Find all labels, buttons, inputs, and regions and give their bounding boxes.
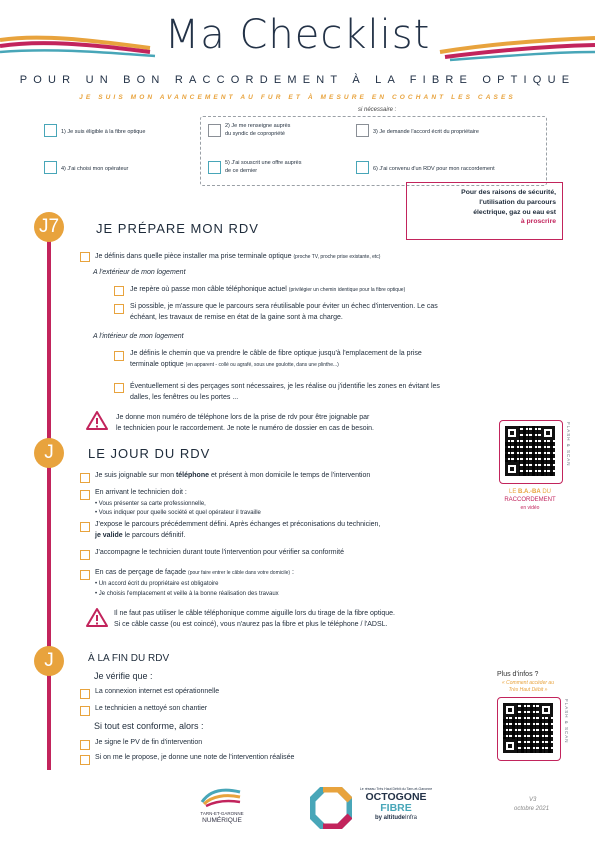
checkbox-percage[interactable] xyxy=(80,570,90,580)
octogone-logo-text xyxy=(356,786,436,823)
qr-caption-l2: RACCORDEMENT xyxy=(504,497,556,503)
precheck-label-5: 5) J'ai souscrit une offre auprès de ce dernier xyxy=(225,160,302,174)
section-title-prepare: JE PRÉPARE MON RDV xyxy=(96,221,259,236)
safety-box xyxy=(406,182,563,240)
precheck-label-1: 1) Je suis éligible à la fibre optique xyxy=(61,129,146,135)
item-percage xyxy=(95,568,294,578)
item-joignable-a: Je suis joignable sur mon xyxy=(95,472,176,479)
logo1-text xyxy=(190,810,254,824)
label-interieur: A l'intérieur de mon logement xyxy=(93,333,184,340)
logo1-line1: TARN-ET-GARONNE xyxy=(200,811,244,816)
more-info-link[interactable] xyxy=(488,680,568,694)
item-parcours-l1: J'expose le parcours précédemment défini. Après échanges et préconisations du technicien, xyxy=(95,521,381,528)
checkbox-joignable[interactable] xyxy=(80,473,90,483)
more-info-title: Plus d'infos ? xyxy=(497,671,539,678)
octogone-logo-icon xyxy=(310,787,352,829)
checkbox-parcours[interactable] xyxy=(80,522,90,532)
warning-cable-l1: Il ne faut pas utiliser le câble téléphonique comme aiguille lors du tirage de la fibre optique. xyxy=(114,610,395,617)
item-joignable xyxy=(95,471,370,481)
item-joignable-b: téléphone xyxy=(175,472,209,479)
item-ext-2-l2: échéant, les travaux de remise en état de la gaine sont à ma charge. xyxy=(130,314,343,321)
checkbox-connexion[interactable] xyxy=(80,689,90,699)
precheck-checkbox-5[interactable] xyxy=(208,161,221,174)
item-parcours-valide: je valide xyxy=(95,532,123,539)
badge-j7: J7 xyxy=(34,212,64,242)
item-accompagne: J'accompagne le technicien durant toute l'intervention pour vérifier sa conformité xyxy=(95,549,344,556)
timeline-line xyxy=(47,240,51,770)
logo1-line2: NUMÉRIQUE xyxy=(202,817,242,824)
checkbox-ext-1[interactable] xyxy=(114,286,124,296)
item-ext-2-l1: Si possible, je m'assure que le parcours sera réutilisable pour éviter un échec d'intervention. Le cas xyxy=(130,303,438,310)
checkbox-piece[interactable] xyxy=(80,252,90,262)
tarn-et-garonne-logo xyxy=(198,784,244,808)
item-percage-note: (pour faire entrer le câble dans votre domicile) xyxy=(188,570,291,576)
warning-cable-l2: Si ce câble casse (ou est coincé), vous n'aurez pas la fibre et plus le téléphone / l'ADSL. xyxy=(114,621,388,628)
badge-j: J xyxy=(34,438,64,468)
date-label: octobre 2021 xyxy=(514,806,550,812)
version-label: V3 xyxy=(529,797,537,803)
section-title-jour: LE JOUR DU RDV xyxy=(88,446,211,461)
logo2-by-line xyxy=(356,814,436,823)
item-int-1-note: (en apparent - collé ou agrafé, sous une goulotte, dans une plinthe...) xyxy=(185,362,339,368)
qr-caption-b: B.A.-BA xyxy=(518,489,541,495)
item-technicien-b1: • Vous présenter sa carte professionnelle, xyxy=(95,501,206,507)
qr-finder xyxy=(505,426,519,440)
item-int-2-l2: dalles, les fenêtres ou les portes ... xyxy=(130,394,239,401)
more-info-link-l2: Très Haut Débit » xyxy=(508,687,548,693)
precheck-checkbox-1[interactable] xyxy=(44,124,57,137)
label-verifie: Je vérifie que : xyxy=(94,671,153,681)
precheck-label-6: 6) J'ai convenu d'un RDV pour mon raccordement xyxy=(373,166,495,172)
checkbox-ext-2[interactable] xyxy=(114,304,124,314)
item-piece-text: Je définis dans quelle pièce installer ma prise terminale optique xyxy=(95,253,292,260)
item-percage-b2: • Je choisis l'emplacement et veille à la bonne réalisation des travaux xyxy=(95,591,279,597)
qr-finder xyxy=(505,462,519,476)
logo2-brand: altitude xyxy=(383,815,405,821)
checkbox-int-2[interactable] xyxy=(114,383,124,393)
warning-phone-l2: le technicien pour le raccordement. Je note le numéro de dossier en cas de besoin. xyxy=(116,425,374,432)
qr-finder xyxy=(503,739,517,753)
checkbox-pv[interactable] xyxy=(80,740,90,750)
item-technicien-b2: • Vous indiquer pour quelle société et quel opérateur il travaille xyxy=(95,510,261,516)
qr-caption-c: DU xyxy=(540,489,552,495)
checkbox-technicien[interactable] xyxy=(80,490,90,500)
item-int-1-l2 xyxy=(130,360,339,370)
precheck-label-3: 3) Je demande l'accord écrit du propriétaire xyxy=(373,129,479,135)
warning-phone-l1: Je donne mon numéro de téléphone lors de la prise de rdv pour être joignable par xyxy=(116,414,370,421)
checkbox-int-1[interactable] xyxy=(114,351,124,361)
precheck-checkbox-2[interactable] xyxy=(208,124,221,137)
item-ext-1-text: Je repère où passe mon câble téléphonique actuel xyxy=(130,286,287,293)
item-pv: Je signe le PV de fin d'intervention xyxy=(95,739,203,746)
checkbox-chantier[interactable] xyxy=(80,706,90,716)
safety-emphasis: à proscrire xyxy=(520,218,556,225)
item-percage-b1: • Un accord écrit du propriétaire est obligatoire xyxy=(95,581,219,587)
item-piece-note: (proche TV, proche prise existante, etc) xyxy=(293,254,381,260)
qr-caption-l3: en vidéo xyxy=(520,505,540,511)
checkbox-note[interactable] xyxy=(80,755,90,765)
logo2-top: Le réseau Très Haut Débit du Tarn-et-Garonne xyxy=(359,787,433,791)
item-note: Si on me le propose, je donne une note de l'intervention réalisée xyxy=(95,754,295,761)
section-title-fin: À LA FIN DU RDV xyxy=(88,653,170,664)
item-chantier: Le technicien a nettoyé son chantier xyxy=(95,705,208,712)
precheck-checkbox-4[interactable] xyxy=(44,161,57,174)
item-technicien: En arrivant le technicien doit : xyxy=(95,489,187,496)
item-percage-text: En cas de perçage de façade xyxy=(95,569,187,576)
page-subtitle: POUR UN BON RACCORDEMENT À LA FIBRE OPTIQUE xyxy=(19,74,576,86)
precheck-label-4: 4) J'ai choisi mon opérateur xyxy=(61,166,129,172)
logo2-brand2: Infra xyxy=(405,815,418,821)
warning-icon xyxy=(86,410,108,430)
si-necessaire-label: si nécessaire : xyxy=(358,107,397,113)
flash-scan-label-2: FLASH & SCAN xyxy=(564,699,569,744)
qr-caption-video xyxy=(490,488,570,512)
item-int-1-l2-text: terminale optique xyxy=(130,361,184,368)
item-percage-tail: : xyxy=(290,569,294,576)
qr-finder xyxy=(539,703,553,717)
item-int-2-l1: Éventuellement si des perçages sont nécessaires, je les réalise ou j'identifie les zones en évitant les xyxy=(130,383,440,390)
logo2-line1: OCTOGONE xyxy=(365,791,427,803)
item-connexion: La connexion internet est opérationnelle xyxy=(95,688,220,695)
item-joignable-c: et présent à mon domicile le temps de l'intervention xyxy=(209,472,371,479)
more-info-link-l1: « Comment accéder au xyxy=(502,680,554,686)
logo2-by: by xyxy=(374,815,382,821)
item-ext-1-note: (privilégier un chemin identique pour la fibre optique) xyxy=(288,287,406,293)
qr-finder xyxy=(503,703,517,717)
instruction-text: JE SUIS MON AVANCEMENT AU FUR ET À MESURE EN COCHANT LES CASES xyxy=(79,94,516,101)
badge-j-fin: J xyxy=(34,646,64,676)
qr-caption-a: LE xyxy=(508,489,518,495)
flash-scan-label: FLASH & SCAN xyxy=(566,422,571,467)
precheck-label-2: 2) Je me renseigne auprès du syndic de copropriété xyxy=(225,123,291,137)
precheck-checkbox-6[interactable] xyxy=(356,161,369,174)
safety-text: Pour des raisons de sécurité, l'utilisation du parcours électrique, gaz ou eau est xyxy=(461,189,556,216)
item-parcours-l2b: le parcours définitif. xyxy=(122,532,186,539)
checkbox-accompagne[interactable] xyxy=(80,550,90,560)
page-title: Ma Checklist xyxy=(164,12,431,58)
precheck-checkbox-3[interactable] xyxy=(356,124,369,137)
warning-icon xyxy=(86,607,108,627)
logo2-line2: FIBRE xyxy=(380,802,412,814)
item-ext-1 xyxy=(130,285,405,295)
label-conforme: Si tout est conforme, alors : xyxy=(94,721,204,731)
item-parcours-l2 xyxy=(95,531,185,541)
item-piece xyxy=(95,252,380,262)
label-exterieur: A l'extérieur de mon logement xyxy=(93,269,186,276)
item-int-1-l1: Je définis le chemin que va prendre le câble de fibre optique jusqu'à l'emplacement de la prise xyxy=(130,350,422,357)
qr-finder xyxy=(541,426,555,440)
